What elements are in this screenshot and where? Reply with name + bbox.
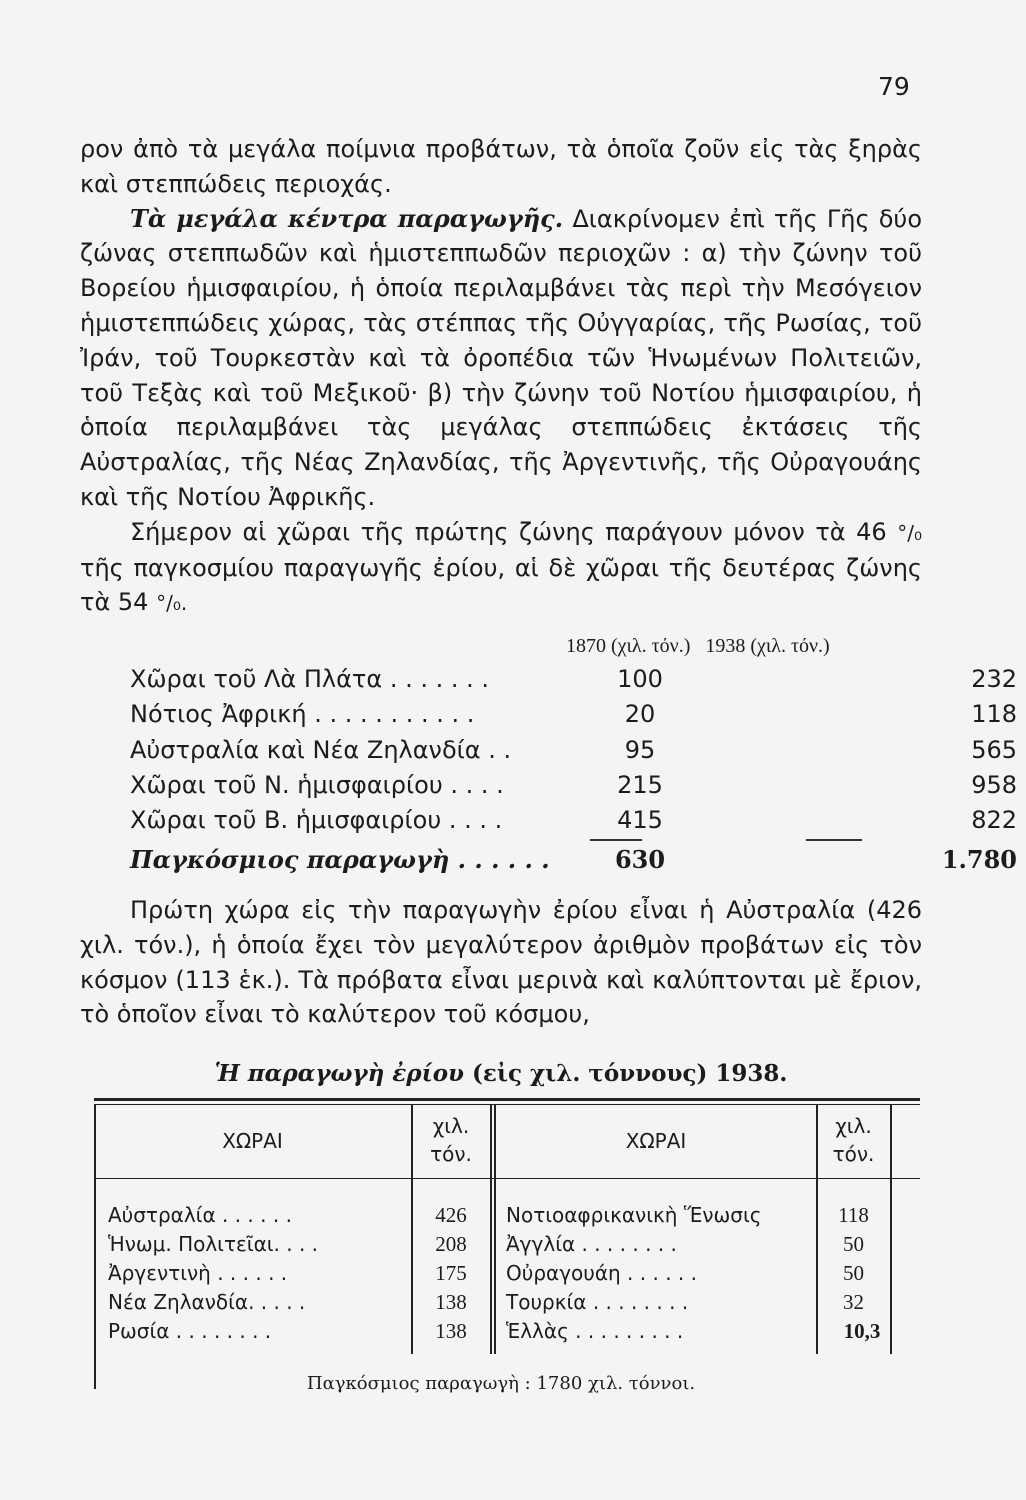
table-country-left: Ρωσία . . . . . . . . [108, 1319, 272, 1343]
header-1870: 1870 (χιλ. τόν.) [566, 635, 691, 657]
share-text-1: Σήμερον αἱ χῶραι τῆς πρώτης ζώνης παράγουν μόνον τὰ 46 [130, 517, 887, 546]
table-value-right: 118 [838, 1203, 869, 1227]
table-country-right: Νοτιοαφρικανικὴ Ἕνωσις [506, 1203, 762, 1227]
header-unit-right-2: τόν. [832, 1142, 875, 1166]
stats-row [130, 697, 1017, 731]
table-top-rule [94, 1104, 920, 1105]
section-heading: Τὰ μεγάλα κέντρα παραγωγῆς. [130, 203, 564, 233]
table-country-left: Ἡνωμ. Πολιτεῖαι. . . . [108, 1232, 319, 1256]
table-country-right: Ἀγγλία . . . . . . . . [506, 1232, 677, 1256]
stats-value-1870: 215 [617, 771, 663, 799]
table-value-right: 10,3 [843, 1319, 881, 1343]
section-text: Διακρίνομεν ἐπὶ τῆς Γῆς δύο ζώνας στεππωδῶν καὶ ἡμιστεππωδῶν περιοχῶν : α) τὴν ζώνην τοῦ Βορείου ἡμισφαιρίου, ἡ ὁποία περιλαμβάνει τὰς περὶ τὴν Μεσόγειον ἡμιστεππώδεις χώρας, τὰς στέππας τῆς Οὐγγαρίας, τῆς Ρωσίας, τοῦ Ἰράν, τοῦ Τουρκεστὰν καὶ τὰ ὀροπέδια τῶν Ἡνωμένων Πολιτειῶν, τοῦ Τεξὰς καὶ τοῦ Μεξικοῦ· β) τὴν ζώνην τοῦ Νοτίου ἡμισφαιρίου, ἡ ὁποία περιλαμβάνει τὰς μεγάλας στεππώδεις ἐκτάσεις τῆς Αὐστραλίας, τῆς Νέας Ζηλανδίας, τῆς Ἀργεντινῆς, τῆς Οὐραγουάης καὶ τῆς Νοτίου Ἀφρικῆς. [80, 204, 923, 511]
stats-label: Αὐστραλία καὶ Νέα Ζηλανδία . . [130, 736, 512, 764]
stats-row [130, 662, 1017, 696]
stats-total-1938: 1.780 [941, 845, 1017, 874]
share-paragraph [80, 515, 922, 621]
header-1938: 1938 (χιλ. τόν.) [705, 635, 830, 657]
page-number: 79 [878, 72, 910, 101]
intro-paragraph: ρον ἀπὸ τὰ μεγάλα ποίμνια προβάτων, τὰ ὁποῖα ζοῦν εἰς τὰς ξηρὰς καὶ στεππώδεις περιοχάς. [80, 135, 922, 198]
table-value-left: 175 [435, 1261, 467, 1285]
table-title-main: Ἡ παραγωγὴ ἐρίου [214, 1060, 465, 1087]
stats-row [130, 768, 1017, 802]
stats-label: Χῶραι τοῦ Λὰ Πλάτα . . . . . . . [130, 665, 490, 693]
table-country-left: Ἀργεντινὴ . . . . . . [108, 1261, 288, 1285]
table-country-right: Οὐραγουάη . . . . . . [506, 1261, 697, 1285]
table-value-right: 50 [843, 1261, 864, 1285]
table-value-left: 138 [435, 1319, 467, 1343]
header-unit-left-1: χιλ. [432, 1114, 470, 1138]
stats-value-1870: 20 [624, 700, 656, 728]
section-paragraph [80, 202, 922, 515]
stats-label: Χῶραι τοῦ Ν. ἡμισφαιρίου . . . . [130, 771, 504, 799]
header-unit-left-2: τόν. [430, 1142, 472, 1166]
header-unit-right-1: χιλ. [835, 1114, 872, 1138]
stats-label: Νότιος Ἀφρική . . . . . . . . . . . [130, 700, 475, 728]
table-value-left: 138 [435, 1290, 467, 1314]
table-value-right: 32 [843, 1290, 864, 1314]
table-title-unit: (εἰς χιλ. τόννους) 1938. [472, 1060, 788, 1087]
stats-value-1870: 100 [617, 665, 663, 693]
stats-value-1938: 565 [971, 736, 1017, 764]
australia-paragraph: Πρώτη χώρα εἰς τὴν παραγωγὴν ἐρίου εἶναι ἡ Αὐστραλία (426 χιλ. τόν.), ἡ ὁποία ἔχει τὸν μεγαλύτερον ἀριθμὸν προβάτων εἰς τὸν κόσμον (113 ἑκ.). Τὰ πρόβατα εἶναι μερινὰ καὶ καλύπτονται μὲ ἔριον, τὸ ὁποῖον εἶναι τὸ καλύτερον τοῦ κόσμου, [80, 896, 922, 1029]
share-text-2: τῆς παγκοσμίου παραγωγῆς ἐρίου, αἱ δὲ χῶραι τῆς δευτέρας ζώνης τὰ 54 [80, 553, 922, 617]
world-total-caption: Παγκόσμιος παραγωγὴ : 1780 χιλ. τόννοι. [306, 1373, 696, 1394]
stats-label: Χῶραι τοῦ Β. ἡμισφαιρίου . . . . [130, 806, 503, 834]
percent-sign: °/₀ [897, 520, 922, 545]
stats-total-label: Παγκόσμιος παραγωγὴ . . . . . . [130, 845, 550, 874]
stats-row [130, 803, 1017, 837]
table-value-right: 50 [843, 1232, 864, 1256]
stats-total-row [130, 843, 1017, 877]
stats-value-1938: 232 [971, 665, 1017, 693]
table-top-rule [94, 1098, 920, 1101]
table-country-left: Αὐστραλία . . . . . . [108, 1203, 292, 1227]
table-country-left: Νέα Ζηλανδία. . . . . [108, 1290, 306, 1314]
stats-value-1870: 415 [617, 806, 663, 834]
table-value-left: 208 [435, 1232, 467, 1256]
stats-value-1938: 118 [971, 700, 1017, 728]
stats-value-1938: 822 [971, 806, 1017, 834]
stats-header [566, 635, 926, 658]
table-title [80, 1060, 922, 1087]
table-country-right: Ἑλλὰς . . . . . . . . . [506, 1319, 684, 1343]
body-text-2 [80, 893, 922, 1032]
body-text [80, 132, 922, 621]
table-header-rule [94, 1178, 920, 1179]
stats-value-1870: 95 [624, 736, 656, 764]
header-countries-left: ΧΩΡΑΙ [222, 1129, 283, 1153]
table-country-right: Τουρκία . . . . . . . . [506, 1290, 689, 1314]
sum-rule [806, 839, 862, 841]
header-countries-right: ΧΩΡΑΙ [625, 1129, 687, 1153]
column-rule [490, 1104, 492, 1354]
stats-row [130, 733, 1017, 767]
wool-production-table [94, 1094, 920, 1392]
percent-sign: °/₀. [156, 591, 188, 616]
table-value-left: 426 [435, 1203, 467, 1227]
stats-value-1938: 958 [971, 771, 1017, 799]
stats-total-1870: 630 [614, 845, 666, 874]
sum-rule [590, 839, 642, 841]
